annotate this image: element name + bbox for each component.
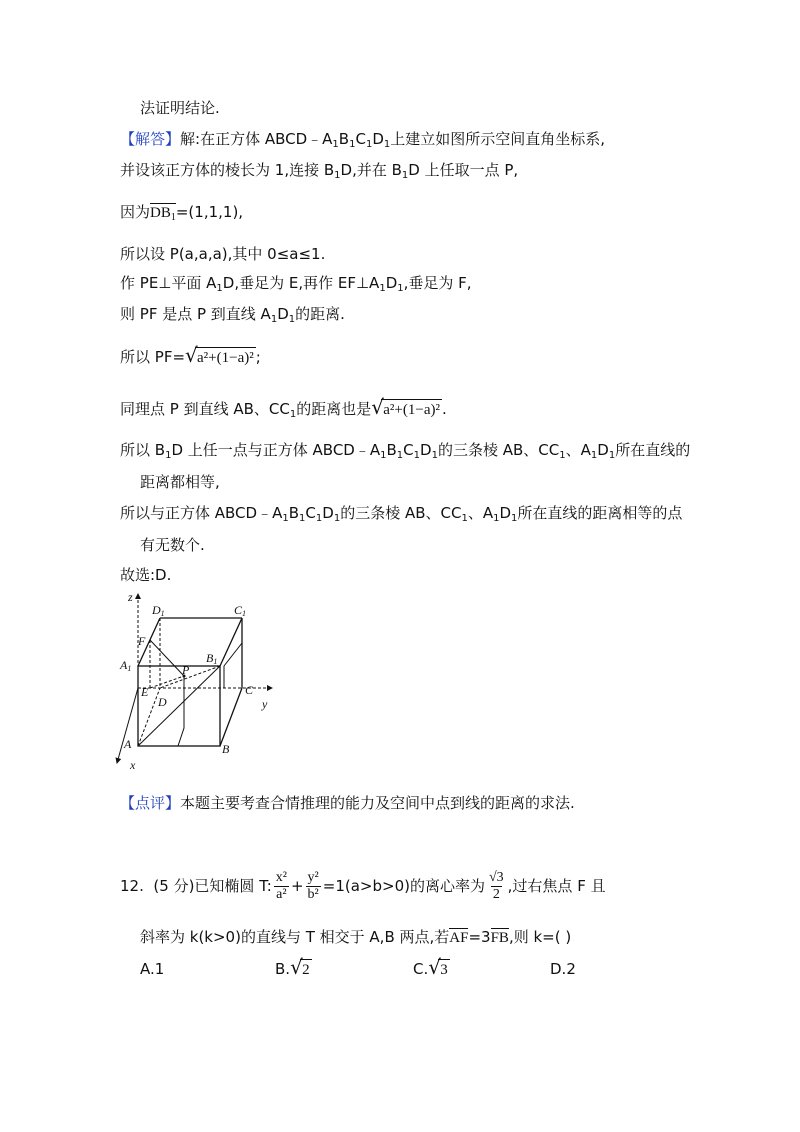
solution-line-7: 所以 PF= √ a²+(1−a)² ; [120,343,261,367]
label-y: y [262,697,268,711]
label-A: A [124,737,132,751]
solution-line-10: 距离都相等, [140,473,220,491]
cube-figure [112,588,287,773]
question-12-line-2: 斜率为 k(k>0)的直线与 T 相交于 A,B 两点,若AF=3FB,则 k=( ) [140,928,572,946]
vector-fb: FB [490,930,509,946]
label-x: x [130,758,136,772]
question-12-line-1: 12. (5 分)已知椭圆 T: $\frac{\text{x²}}{\text{a²}}$ + $\frac{\text{y²}}{\text{b²}}$ =1(a>b>0)的离心率为 $\frac{√3}{2}$ ,过右焦点 F 且 [120,870,606,902]
option-a[interactable]: A.1 [140,960,165,978]
label-z: z [128,590,133,604]
label-D: D [158,695,167,709]
option-c[interactable]: C. √ 3 [413,955,448,979]
label-P: P [182,663,190,677]
vector-db1: DB [150,205,171,221]
label-B: B [222,742,230,756]
solution-line-1: 【解答】解:在正方体 $ABCD﹣A_1B_1C_1D_1$上建立如图所示空间直角坐标系, [120,130,606,150]
review-label: 【点评】 [120,794,181,812]
review-line: 【点评】本题主要考查合情推理的能力及空间中点到线的距离的求法. [120,794,575,812]
solution-line-9: 所以 $B_1D$ 上任一点与正方体 $ABCD﹣A_1B_1C_1D_1$的三条棱 AB、$CC_1$、$A_1D_1$所在直线的 [120,441,691,461]
solution-line-3: 因为$DB_1=(1,1,1)$, [120,203,244,223]
answer-label: 【解答】 [120,130,181,148]
solution-line-6: 则 PF 是点 P 到直线 $A_1D_1$的距离. [120,305,345,325]
label-C: C [245,683,254,697]
solution-line-13: 故选:D. [120,566,172,584]
solution-line-5: 作 PE⊥平面 $A_1D$,垂足为 E,再作 $EF\perp A_1D_1$,垂足为 F, [120,274,472,294]
solution-line-4: 所以设 P(a,a,a),其中 0≤a≤1. [120,245,326,263]
solution-line-2: 并设该正方体的棱长为 1,连接 $B_1D$,并在 $B_1D$ 上任取一点 P, [120,161,519,181]
label-A1: A1 [120,658,132,673]
solution-line-continue: 法证明结论. [140,99,220,117]
vector-af: AF [449,930,469,946]
sqrt-expression-2: √ a²+(1−a)² [371,395,440,419]
question-number: 12. [120,877,144,895]
solution-line-12: 有无数个. [140,536,205,554]
label-C1: C1 [234,603,247,618]
label-F: F [138,634,146,648]
option-b[interactable]: B. √ 2 [275,955,310,979]
solution-line-11: 所以与正方体 $ABCD﹣A_1B_1C_1D_1$的三条棱 AB、$CC_1$、$A_1D_1$所在直线的距离相等的点 [120,504,683,524]
solution-line-8: 同理点 P 到直线 AB、$CC_1$的距离也是 √ a²+(1−a)² . [120,395,447,420]
label-B1: B1 [206,651,218,666]
label-D1: D1 [152,603,165,618]
sqrt-expression-1: √ a²+(1−a)² [185,343,254,367]
label-E: E [141,685,149,699]
option-d[interactable]: D.2 [550,960,576,978]
x-axis [117,688,138,763]
